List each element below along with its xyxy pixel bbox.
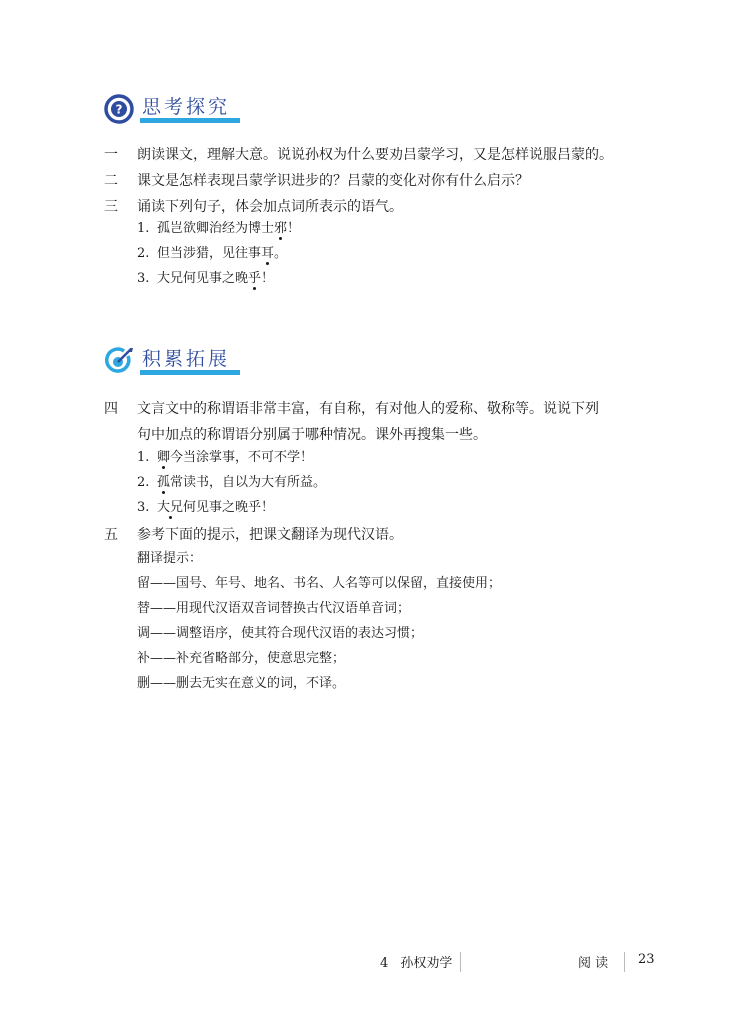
question-text: 诵读下列句子，体会加点词所表示的语气。 bbox=[137, 199, 403, 215]
target-arrow-icon bbox=[104, 346, 134, 376]
dotted-word: 卿 bbox=[157, 450, 171, 465]
sentence-3-1: 1. 孤岂欲卿治经为博士邪！ bbox=[137, 221, 301, 236]
hint-item: 补——补充省略部分，使意思完整； bbox=[137, 651, 346, 666]
hint-item: 留——国号、年号、地名、书名、人名等可以保留，直接使用； bbox=[137, 576, 502, 591]
question-icon bbox=[104, 94, 134, 124]
page-number: 23 bbox=[638, 952, 655, 967]
dotted-word: 邪 bbox=[274, 221, 288, 236]
question-text: 参考下面的提示，把课文翻译为现代汉语。 bbox=[137, 527, 403, 543]
lesson-number: 4 bbox=[380, 956, 389, 971]
question-text-line1: 文言文中的称谓语非常丰富，有自称，有对他人的爱称、敬称等。说说下列 bbox=[137, 401, 599, 417]
lesson-title: 孙权劝学 bbox=[400, 956, 453, 971]
footer-divider bbox=[624, 952, 625, 972]
dotted-word: 耳 bbox=[261, 246, 275, 261]
sentence-4-1: 1. 卿今当涂掌事，不可不学！ bbox=[137, 450, 314, 465]
question-number: 二 bbox=[104, 173, 118, 189]
section-title: 思考探究 bbox=[142, 96, 231, 118]
question-number: 四 bbox=[104, 401, 118, 417]
section-header-extension bbox=[104, 344, 264, 380]
sentence-4-2: 2. 孤常读书，自以为大有所益。 bbox=[137, 475, 327, 490]
footer-lesson bbox=[380, 952, 452, 971]
hint-item: 调——调整语序，使其符合现代汉语的表达习惯； bbox=[137, 626, 424, 641]
sentence-3-2: 2. 但当涉猎，见往事耳。 bbox=[137, 246, 288, 261]
title-underline bbox=[140, 118, 240, 123]
dotted-word: 孤 bbox=[157, 475, 171, 490]
question-text: 课文是怎样表现吕蒙学识进步的？吕蒙的变化对你有什么启示？ bbox=[137, 173, 529, 189]
dotted-word: 乎 bbox=[248, 271, 262, 286]
footer-divider bbox=[460, 952, 461, 972]
section-title: 积累拓展 bbox=[142, 348, 231, 370]
question-text: 朗读课文，理解大意。说说孙权为什么要劝吕蒙学习，又是怎样说服吕蒙的。 bbox=[137, 147, 613, 163]
question-number: 三 bbox=[104, 199, 118, 215]
question-number: 一 bbox=[104, 147, 118, 163]
title-underline bbox=[140, 370, 240, 375]
footer-unit: 阅 读 bbox=[578, 956, 609, 971]
hint-item: 删——删去无实在意义的词，不译。 bbox=[137, 676, 346, 691]
sentence-3-3: 3. 大兄何见事之晚乎！ bbox=[137, 271, 275, 286]
hint-item: 替——用现代汉语双音词替换古代汉语单音词； bbox=[137, 601, 411, 616]
sentence-4-3: 3. 大兄何见事之晚乎！ bbox=[137, 500, 275, 515]
svg-text:?: ? bbox=[115, 102, 123, 117]
dotted-word: 大兄 bbox=[157, 500, 184, 515]
section-header-thinking bbox=[104, 92, 264, 128]
hint-title: 翻译提示： bbox=[137, 551, 203, 566]
question-number: 五 bbox=[104, 527, 118, 543]
question-text-line2: 句中加点的称谓语分别属于哪种情况。课外再搜集一些。 bbox=[137, 427, 487, 443]
